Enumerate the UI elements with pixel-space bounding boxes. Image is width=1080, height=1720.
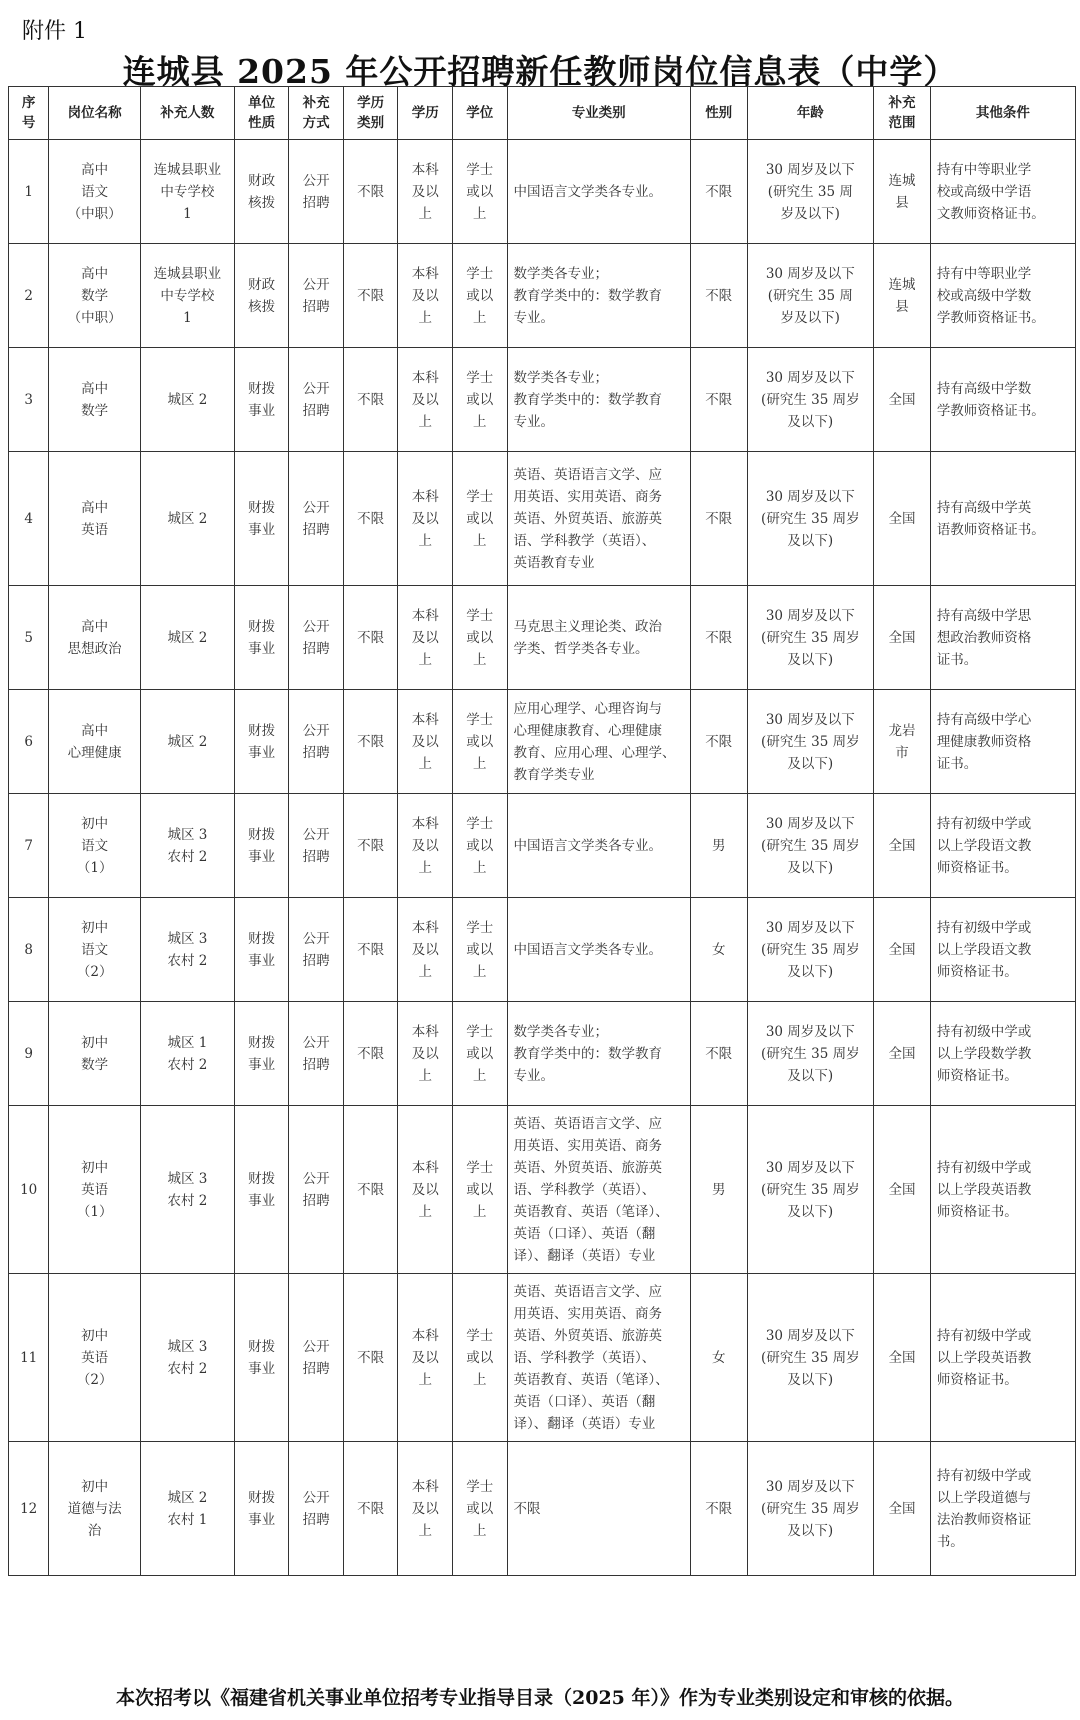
cell-age: 30 周岁及以下 (研究生 35 周岁 及以下) <box>747 1442 874 1576</box>
cell-degree: 学士 或以 上 <box>453 586 508 690</box>
cell-degree: 学士 或以 上 <box>453 690 508 794</box>
cell-major: 中国语言文学类各专业。 <box>507 794 690 898</box>
cell-degree: 学士 或以 上 <box>453 898 508 1002</box>
cell-scope: 连城 县 <box>874 140 931 244</box>
table-row <box>9 690 1076 794</box>
cell-edu: 本科 及以 上 <box>398 586 453 690</box>
cell-age: 30 周岁及以下 (研究生 35 周岁 及以下) <box>747 452 874 586</box>
cell-degree: 学士 或以 上 <box>453 1106 508 1274</box>
header-degree: 学位 <box>453 87 508 140</box>
cell-no: 10 <box>9 1106 49 1274</box>
cell-major: 英语、英语语言文学、应 用英语、实用英语、商务 英语、外贸英语、旅游英 语、学科教学（英语）、 英语教育、英语（笔译）、 英语（口译）、英语（翻 译）、翻译（英语）专业 <box>507 1106 690 1274</box>
header-edu: 学历 <box>398 87 453 140</box>
cell-nature: 财拨 事业 <box>234 690 289 794</box>
cell-no: 4 <box>9 452 49 586</box>
cell-scope: 龙岩 市 <box>874 690 931 794</box>
cell-gender: 不限 <box>690 1002 747 1106</box>
header-major: 专业类别 <box>507 87 690 140</box>
cell-nature: 财政 核拨 <box>234 244 289 348</box>
cell-scope: 全国 <box>874 794 931 898</box>
cell-scope: 全国 <box>874 586 931 690</box>
cell-nature: 财政 核拨 <box>234 140 289 244</box>
cell-other: 持有初级中学或 以上学段英语教 师资格证书。 <box>930 1106 1075 1274</box>
cell-method: 公开 招聘 <box>289 348 344 452</box>
header-method: 补充 方式 <box>289 87 344 140</box>
cell-method: 公开 招聘 <box>289 1106 344 1274</box>
cell-degree: 学士 或以 上 <box>453 452 508 586</box>
cell-scope: 全国 <box>874 1274 931 1442</box>
cell-age: 30 周岁及以下 (研究生 35 周岁 及以下) <box>747 1106 874 1274</box>
cell-age: 30 周岁及以下 (研究生 35 周岁 及以下) <box>747 898 874 1002</box>
header-edu-type: 学历 类别 <box>343 87 398 140</box>
cell-no: 5 <box>9 586 49 690</box>
cell-count: 城区 2 <box>141 690 235 794</box>
cell-degree: 学士 或以 上 <box>453 140 508 244</box>
cell-post: 高中 英语 <box>49 452 141 586</box>
cell-edu: 本科 及以 上 <box>398 1002 453 1106</box>
cell-other: 持有高级中学心 理健康教师资格 证书。 <box>930 690 1075 794</box>
cell-method: 公开 招聘 <box>289 794 344 898</box>
cell-edu: 本科 及以 上 <box>398 690 453 794</box>
cell-count: 城区 2 农村 1 <box>141 1442 235 1576</box>
cell-method: 公开 招聘 <box>289 898 344 1002</box>
cell-gender: 女 <box>690 1274 747 1442</box>
cell-post: 高中 心理健康 <box>49 690 141 794</box>
cell-other: 持有中等职业学 校或高级中学数 学教师资格证书。 <box>930 244 1075 348</box>
cell-gender: 男 <box>690 794 747 898</box>
cell-edu-type: 不限 <box>343 1106 398 1274</box>
table-row <box>9 898 1076 1002</box>
cell-method: 公开 招聘 <box>289 690 344 794</box>
cell-post: 高中 数学 <box>49 348 141 452</box>
cell-nature: 财拨 事业 <box>234 452 289 586</box>
cell-major: 应用心理学、心理咨询与 心理健康教育、心理健康 教育、应用心理、心理学、 教育学类专业 <box>507 690 690 794</box>
cell-edu: 本科 及以 上 <box>398 452 453 586</box>
cell-post: 高中 思想政治 <box>49 586 141 690</box>
header-count: 补充人数 <box>141 87 235 140</box>
cell-edu-type: 不限 <box>343 140 398 244</box>
cell-no: 2 <box>9 244 49 348</box>
cell-age: 30 周岁及以下 (研究生 35 周岁 及以下) <box>747 690 874 794</box>
cell-post: 初中 英语 （1） <box>49 1106 141 1274</box>
table-row <box>9 1274 1076 1442</box>
cell-post: 初中 语文 （1） <box>49 794 141 898</box>
cell-edu-type: 不限 <box>343 586 398 690</box>
cell-scope: 全国 <box>874 1442 931 1576</box>
cell-age: 30 周岁及以下 (研究生 35 周岁 及以下) <box>747 1274 874 1442</box>
table-row <box>9 452 1076 586</box>
cell-other: 持有中等职业学 校或高级中学语 文教师资格证书。 <box>930 140 1075 244</box>
cell-degree: 学士 或以 上 <box>453 244 508 348</box>
cell-degree: 学士 或以 上 <box>453 794 508 898</box>
cell-scope: 全国 <box>874 1002 931 1106</box>
cell-other: 持有初级中学或 以上学段道德与 法治教师资格证 书。 <box>930 1442 1075 1576</box>
cell-major: 中国语言文学类各专业。 <box>507 898 690 1002</box>
cell-method: 公开 招聘 <box>289 140 344 244</box>
cell-post: 初中 道德与法 治 <box>49 1442 141 1576</box>
cell-nature: 财拨 事业 <box>234 586 289 690</box>
cell-age: 30 周岁及以下 (研究生 35 周岁 及以下) <box>747 348 874 452</box>
cell-age: 30 周岁及以下 (研究生 35 周 岁及以下) <box>747 244 874 348</box>
cell-count: 城区 2 <box>141 586 235 690</box>
cell-scope: 全国 <box>874 898 931 1002</box>
cell-no: 12 <box>9 1442 49 1576</box>
cell-method: 公开 招聘 <box>289 1002 344 1106</box>
cell-major: 不限 <box>507 1442 690 1576</box>
cell-method: 公开 招聘 <box>289 1442 344 1576</box>
cell-count: 连城县职业 中专学校 1 <box>141 244 235 348</box>
header-nature: 单位 性质 <box>234 87 289 140</box>
cell-no: 6 <box>9 690 49 794</box>
cell-post: 初中 英语 （2） <box>49 1274 141 1442</box>
cell-count: 城区 3 农村 2 <box>141 794 235 898</box>
cell-gender: 不限 <box>690 1442 747 1576</box>
cell-post: 初中 语文 （2） <box>49 898 141 1002</box>
header-post: 岗位名称 <box>49 87 141 140</box>
cell-major: 英语、英语语言文学、应 用英语、实用英语、商务 英语、外贸英语、旅游英 语、学科教学（英语）、 英语教育、英语（笔译）、 英语（口译）、英语（翻 译）、翻译（英语）专业 <box>507 1274 690 1442</box>
header-gender: 性别 <box>690 87 747 140</box>
table-row <box>9 1106 1076 1274</box>
cell-degree: 学士 或以 上 <box>453 1274 508 1442</box>
cell-no: 9 <box>9 1002 49 1106</box>
cell-edu: 本科 及以 上 <box>398 1106 453 1274</box>
cell-edu-type: 不限 <box>343 244 398 348</box>
cell-method: 公开 招聘 <box>289 1274 344 1442</box>
cell-count: 城区 2 <box>141 452 235 586</box>
cell-edu-type: 不限 <box>343 898 398 1002</box>
cell-other: 持有初级中学或 以上学段语文教 师资格证书。 <box>930 898 1075 1002</box>
cell-no: 7 <box>9 794 49 898</box>
table-row <box>9 1002 1076 1106</box>
cell-method: 公开 招聘 <box>289 244 344 348</box>
header-scope: 补充 范围 <box>874 87 931 140</box>
cell-post: 高中 数学 （中职） <box>49 244 141 348</box>
cell-other: 持有高级中学数 学教师资格证书。 <box>930 348 1075 452</box>
cell-nature: 财拨 事业 <box>234 348 289 452</box>
cell-no: 11 <box>9 1274 49 1442</box>
positions-table <box>8 86 1076 1576</box>
cell-count: 城区 3 农村 2 <box>141 898 235 1002</box>
cell-edu-type: 不限 <box>343 690 398 794</box>
cell-edu: 本科 及以 上 <box>398 1442 453 1576</box>
cell-count: 城区 1 农村 2 <box>141 1002 235 1106</box>
cell-no: 1 <box>9 140 49 244</box>
cell-gender: 不限 <box>690 348 747 452</box>
cell-method: 公开 招聘 <box>289 586 344 690</box>
cell-scope: 全国 <box>874 348 931 452</box>
footer-note: 本次招考以《福建省机关事业单位招考专业指导目录（2025 年）》作为专业类别设定和审核的依据。 <box>116 1687 964 1709</box>
header-age: 年龄 <box>747 87 874 140</box>
document-title: 连城县 2025 年公开招聘新任教师岗位信息表（中学） <box>122 52 958 91</box>
cell-major: 马克思主义理论类、政治 学类、哲学类各专业。 <box>507 586 690 690</box>
table-row <box>9 1442 1076 1576</box>
table-row <box>9 348 1076 452</box>
cell-edu: 本科 及以 上 <box>398 348 453 452</box>
cell-major: 英语、英语语言文学、应 用英语、实用英语、商务 英语、外贸英语、旅游英 语、学科教学（英语）、 英语教育专业 <box>507 452 690 586</box>
cell-other: 持有初级中学或 以上学段英语教 师资格证书。 <box>930 1274 1075 1442</box>
cell-age: 30 周岁及以下 (研究生 35 周岁 及以下) <box>747 794 874 898</box>
cell-gender: 男 <box>690 1106 747 1274</box>
cell-degree: 学士 或以 上 <box>453 348 508 452</box>
cell-scope: 连城 县 <box>874 244 931 348</box>
cell-no: 3 <box>9 348 49 452</box>
table-row <box>9 794 1076 898</box>
cell-major: 数学类各专业； 教育学类中的：数学教育 专业。 <box>507 244 690 348</box>
cell-gender: 不限 <box>690 140 747 244</box>
cell-major: 中国语言文学类各专业。 <box>507 140 690 244</box>
cell-age: 30 周岁及以下 (研究生 35 周岁 及以下) <box>747 586 874 690</box>
cell-gender: 不限 <box>690 690 747 794</box>
table-row <box>9 586 1076 690</box>
cell-nature: 财拨 事业 <box>234 898 289 1002</box>
cell-degree: 学士 或以 上 <box>453 1002 508 1106</box>
cell-other: 持有初级中学或 以上学段数学教 师资格证书。 <box>930 1002 1075 1106</box>
table-row <box>9 140 1076 244</box>
cell-major: 数学类各专业； 教育学类中的：数学教育 专业。 <box>507 348 690 452</box>
header-no: 序 号 <box>9 87 49 140</box>
cell-degree: 学士 或以 上 <box>453 1442 508 1576</box>
cell-edu-type: 不限 <box>343 348 398 452</box>
cell-gender: 不限 <box>690 452 747 586</box>
cell-age: 30 周岁及以下 (研究生 35 周岁 及以下) <box>747 1002 874 1106</box>
cell-edu-type: 不限 <box>343 794 398 898</box>
cell-scope: 全国 <box>874 452 931 586</box>
cell-major: 数学类各专业； 教育学类中的：数学教育 专业。 <box>507 1002 690 1106</box>
annex-label: 附件 1 <box>22 19 87 44</box>
header-other: 其他条件 <box>930 87 1075 140</box>
table-row <box>9 244 1076 348</box>
cell-no: 8 <box>9 898 49 1002</box>
cell-other: 持有高级中学思 想政治教师资格 证书。 <box>930 586 1075 690</box>
cell-count: 城区 3 农村 2 <box>141 1274 235 1442</box>
cell-edu-type: 不限 <box>343 452 398 586</box>
cell-nature: 财拨 事业 <box>234 1274 289 1442</box>
cell-nature: 财拨 事业 <box>234 1106 289 1274</box>
cell-gender: 女 <box>690 898 747 1002</box>
cell-nature: 财拨 事业 <box>234 1002 289 1106</box>
cell-other: 持有初级中学或 以上学段语文教 师资格证书。 <box>930 794 1075 898</box>
cell-count: 连城县职业 中专学校 1 <box>141 140 235 244</box>
cell-post: 高中 语文 （中职） <box>49 140 141 244</box>
table-header-row <box>9 87 1076 140</box>
cell-edu: 本科 及以 上 <box>398 794 453 898</box>
cell-edu-type: 不限 <box>343 1442 398 1576</box>
cell-nature: 财拨 事业 <box>234 794 289 898</box>
cell-edu-type: 不限 <box>343 1002 398 1106</box>
cell-method: 公开 招聘 <box>289 452 344 586</box>
cell-edu: 本科 及以 上 <box>398 1274 453 1442</box>
cell-nature: 财拨 事业 <box>234 1442 289 1576</box>
cell-post: 初中 数学 <box>49 1002 141 1106</box>
cell-count: 城区 3 农村 2 <box>141 1106 235 1274</box>
cell-edu: 本科 及以 上 <box>398 898 453 1002</box>
cell-edu: 本科 及以 上 <box>398 244 453 348</box>
cell-scope: 全国 <box>874 1106 931 1274</box>
cell-edu: 本科 及以 上 <box>398 140 453 244</box>
cell-gender: 不限 <box>690 586 747 690</box>
cell-other: 持有高级中学英 语教师资格证书。 <box>930 452 1075 586</box>
cell-edu-type: 不限 <box>343 1274 398 1442</box>
cell-age: 30 周岁及以下 (研究生 35 周 岁及以下) <box>747 140 874 244</box>
cell-gender: 不限 <box>690 244 747 348</box>
cell-count: 城区 2 <box>141 348 235 452</box>
